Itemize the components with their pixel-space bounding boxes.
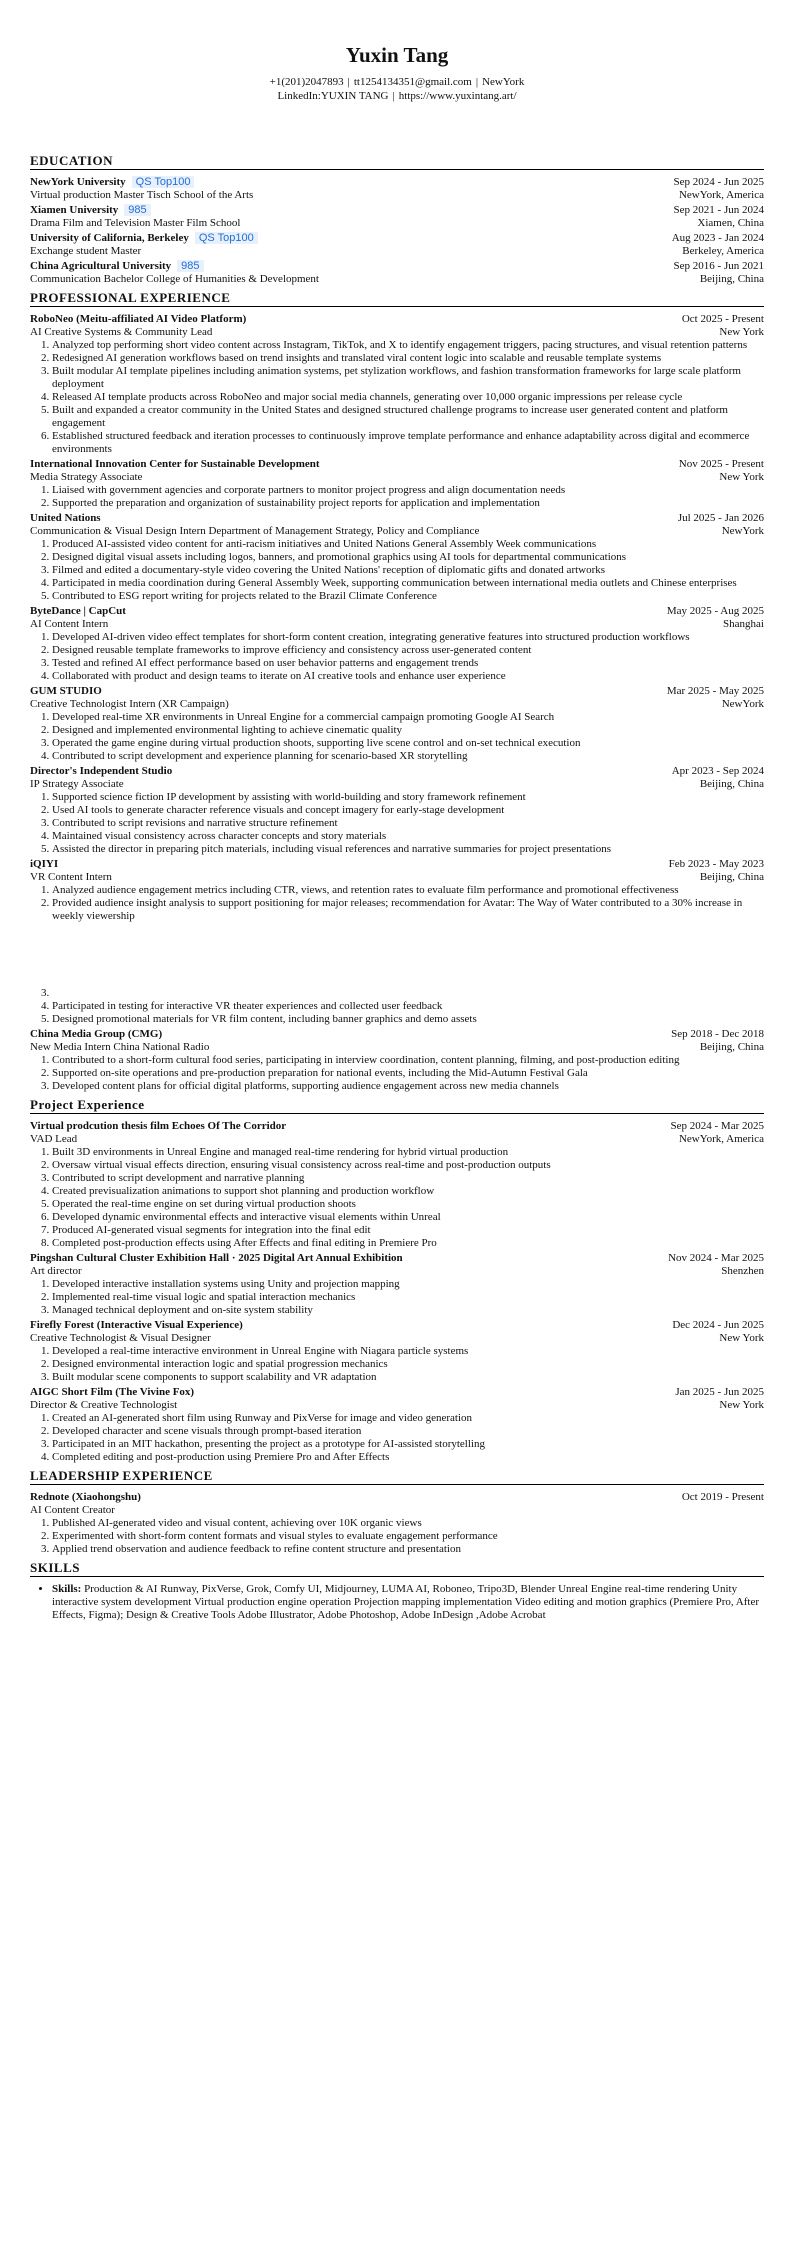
- entry-subheader: [30, 1133, 764, 1146]
- school-line: [30, 204, 151, 217]
- bullet-item: 3. Managed technical deployment and on-site system stability: [52, 1304, 764, 1317]
- entry-dates: Sep 2024 - Mar 2025: [670, 1120, 764, 1133]
- program: Communication Bachelor College of Humanities & Development: [30, 273, 319, 286]
- entry-header: [30, 1491, 764, 1504]
- education-entry: [30, 176, 764, 202]
- entry-header: [30, 1386, 764, 1399]
- entry-header: [30, 313, 764, 326]
- education-place: Berkeley, America: [682, 245, 764, 258]
- education-row: [30, 260, 764, 273]
- education-section: [30, 153, 764, 286]
- role-title: AI Content Creator: [30, 1504, 115, 1517]
- education-place: Xiamen, China: [697, 217, 764, 230]
- organization-name: AIGC Short Film (The Vivine Fox): [30, 1386, 195, 1399]
- bullet-item: 1. Developed interactive installation systems using Unity and projection mapping: [52, 1278, 764, 1291]
- school-line: [30, 176, 194, 189]
- bullet-item: 1. Developed real-time XR environments in Unreal Engine for a commercial campaign promoting Google AI Search: [52, 711, 764, 724]
- bullet-list: [30, 1517, 764, 1556]
- entry-dates: Sep 2018 - Dec 2018: [671, 1028, 764, 1041]
- entry-place: Shanghai: [723, 618, 764, 631]
- education-row: [30, 273, 764, 286]
- entry-subheader: [30, 698, 764, 711]
- section-title: PROFESSIONAL EXPERIENCE: [30, 290, 764, 307]
- entry-subheader: [30, 871, 764, 884]
- bullet-item: 2. Used AI tools to generate character reference visuals and concept imagery for early-stage development: [52, 804, 764, 817]
- entry-header: [30, 1120, 764, 1133]
- bullet-item: 2. Designed reusable template frameworks to improve efficiency and consistency across user-generated content: [52, 644, 764, 657]
- bullet-item: 3. Applied trend observation and audience feedback to refine content structure and presentation: [52, 1543, 764, 1556]
- bullet-item: 2. Designed and implemented environmental lighting to achieve cinematic quality: [52, 724, 764, 737]
- program: Exchange student Master: [30, 245, 142, 258]
- bullet-list: [30, 1412, 764, 1464]
- education-place: NewYork, America: [678, 189, 764, 202]
- projects-section: [30, 1097, 764, 1464]
- experience-entry: [30, 1386, 764, 1464]
- entry-header: [30, 458, 764, 471]
- entry-subheader: [30, 1041, 764, 1054]
- organization-name: International Innovation Center for Sustainable Development: [30, 458, 320, 471]
- section-title: LEADERSHIP EXPERIENCE: [30, 1468, 764, 1485]
- experience-entry: [30, 1252, 764, 1317]
- education-dates: Sep 2021 - Jun 2024: [673, 204, 764, 217]
- links-line: LinkedIn:YUXIN TANG | https://www.yuxintang.art/: [277, 90, 517, 103]
- organization-name: ByteDance | CapCut: [30, 605, 126, 618]
- education-row: [30, 176, 764, 189]
- bullet-list: [30, 631, 764, 683]
- bullet-list: [30, 711, 764, 763]
- entry-subheader: [30, 326, 764, 339]
- education-entry: [30, 232, 764, 258]
- bullet-item: 1. Developed a real-time interactive environment in Unreal Engine with Niagara particle systems: [52, 1345, 764, 1358]
- entry-place: NewYork: [721, 698, 764, 711]
- experience-entry: [30, 765, 764, 856]
- education-row: [30, 204, 764, 217]
- bullet-item: 5. Contributed to ESG report writing for projects related to the Brazil Climate Conference: [52, 590, 764, 603]
- bullet-item: 4. Completed editing and post-production using Premiere Pro and After Effects: [52, 1451, 764, 1464]
- education-place: Beijing, China: [699, 273, 764, 286]
- role-title: Communication & Visual Design Intern Department of Management Strategy, Policy and Compliance: [30, 525, 480, 538]
- bullet-item: 2. Oversaw virtual visual effects direction, ensuring visual consistency across real-time and post-production outputs: [52, 1159, 764, 1172]
- entry-dates: Nov 2025 - Present: [678, 458, 764, 471]
- school-name: NewYork University: [30, 176, 126, 189]
- bullet-item: 2. Redesigned AI generation workflows based on trend insights and translated viral content logic into scalable and reusable template systems: [52, 352, 764, 365]
- school-line: [30, 260, 204, 273]
- ranking-badge: 985: [177, 260, 203, 272]
- education-dates: Aug 2023 - Jan 2024: [671, 232, 764, 245]
- bullet-item: 5. Operated the real-time engine on set during virtual production shoots: [52, 1198, 764, 1211]
- bullet-item: 3. Built modular scene components to support scalability and VR adaptation: [52, 1371, 764, 1384]
- bullet-item: 3. Developed content plans for official digital platforms, supporting audience engagement across new media channels: [52, 1080, 764, 1093]
- bullet-item: 3. Built modular AI template pipelines including animation systems, pet stylization workflows, and fashion transformation frameworks for large scale platform deployment: [52, 365, 764, 391]
- resume-header: [30, 44, 764, 103]
- bullet-item: 8. Completed post-production effects using After Effects and final editing in Premiere Pro: [52, 1237, 764, 1250]
- entry-subheader: [30, 778, 764, 791]
- entry-header: [30, 605, 764, 618]
- experience-entry: [30, 1120, 764, 1250]
- bullet-item: 1. Contributed to a short-form cultural food series, participating in interview coordination, content planning, filming, and post-production editing: [52, 1054, 764, 1067]
- entry-header: [30, 1252, 764, 1265]
- organization-name: Rednote (Xiaohongshu): [30, 1491, 141, 1504]
- entry-place: Beijing, China: [699, 871, 764, 884]
- bullet-item: 5. Assisted the director in preparing pitch materials, including visual references and narrative summaries for project presentations: [52, 843, 764, 856]
- education-row: [30, 245, 764, 258]
- role-title: VAD Lead: [30, 1133, 78, 1146]
- bullet-item: 4. Collaborated with product and design teams to iterate on AI creative tools and enhance user experience: [52, 670, 764, 683]
- bullet-item: 4. Contributed to script development and experience planning for scenario-based XR storytelling: [52, 750, 764, 763]
- experience-entry: [30, 1028, 764, 1093]
- education-entry: [30, 204, 764, 230]
- skills-item: [52, 1583, 764, 1622]
- bullet-item: 1. Built 3D environments in Unreal Engine and managed real-time rendering for hybrid virtual production: [52, 1146, 764, 1159]
- bullet-item: 3. Participated in an MIT hackathon, presenting the project as a prototype for AI-assisted storytelling: [52, 1438, 764, 1451]
- bullet-list: [30, 1278, 764, 1317]
- entry-dates: Oct 2019 - Present: [681, 1491, 764, 1504]
- skills-list: [30, 1583, 764, 1622]
- leadership-section: [30, 1468, 764, 1556]
- role-title: VR Content Intern: [30, 871, 112, 884]
- organization-name: China Media Group (CMG): [30, 1028, 163, 1041]
- entry-place: Beijing, China: [699, 778, 764, 791]
- phone: +1(201)2047893: [269, 76, 344, 89]
- bullet-list: [30, 987, 764, 1026]
- bullet-list: [30, 1146, 764, 1250]
- role-title: AI Content Intern: [30, 618, 109, 631]
- entry-header: [30, 1028, 764, 1041]
- contact-line: +1(201)2047893 | tt1254134351@gmail.com | NewYork: [269, 76, 525, 89]
- education-entry: [30, 260, 764, 286]
- location: NewYork: [482, 76, 525, 89]
- bullet-item: 6. Developed dynamic environmental effects and interactive visual elements within Unreal: [52, 1211, 764, 1224]
- ranking-badge: 985: [124, 204, 150, 216]
- role-title: AI Creative Systems & Community Lead: [30, 326, 213, 339]
- experience-entry: [30, 1319, 764, 1384]
- bullet-item: 1. Liaised with government agencies and corporate partners to monitor project progress and align documentation needs: [52, 484, 764, 497]
- bullet-item: 2. Supported the preparation and organization of sustainability project reports for application and implementation: [52, 497, 764, 510]
- bullet-item: 3. Contributed to script revisions and narrative structure refinement: [52, 817, 764, 830]
- ranking-badge: QS Top100: [132, 176, 195, 188]
- bullet-item: 1. Created an AI-generated short film using Runway and PixVerse for image and video generation: [52, 1412, 764, 1425]
- bullet-list: [30, 484, 764, 510]
- program: Drama Film and Television Master Film School: [30, 217, 241, 230]
- entry-dates: Oct 2025 - Present: [681, 313, 764, 326]
- bullet-item: 4. Released AI template products across RoboNeo and major social media channels, generating over 10,000 organic impressions per release cycle: [52, 391, 764, 404]
- bullet-item: 4. Created previsualization animations to support shot planning and production workflow: [52, 1185, 764, 1198]
- entry-subheader: [30, 471, 764, 484]
- education-row: [30, 217, 764, 230]
- entry-header: [30, 765, 764, 778]
- organization-name: RoboNeo (Meitu-affiliated AI Video Platform): [30, 313, 247, 326]
- entry-dates: Feb 2023 - May 2023: [668, 858, 764, 871]
- entry-subheader: [30, 1332, 764, 1345]
- school-name: Xiamen University: [30, 204, 119, 217]
- entry-header: [30, 685, 764, 698]
- bullet-item: 3. Operated the game engine during virtual production shoots, supporting live scene control and on-set technical execution: [52, 737, 764, 750]
- bullet-item: 1. Analyzed audience engagement metrics including CTR, views, and retention rates to evaluate film performance and promotional effectiveness: [52, 884, 764, 897]
- school-line: [30, 232, 258, 245]
- experience-entry: [30, 458, 764, 510]
- role-title: Art director: [30, 1265, 82, 1278]
- entry-header: [30, 1319, 764, 1332]
- experience-entry: [30, 858, 764, 1026]
- experience-entry: [30, 605, 764, 683]
- bullet-list: [30, 1345, 764, 1384]
- bullet-item: 2. Designed environmental interaction logic and spatial progression mechanics: [52, 1358, 764, 1371]
- bullet-list: [30, 791, 764, 856]
- role-title: Media Strategy Associate: [30, 471, 143, 484]
- entry-header: [30, 858, 764, 871]
- experience-entry: [30, 685, 764, 763]
- bullet-item: 1. Produced AI-assisted video content for anti-racism initiatives and United Nations General Assembly Week communications: [52, 538, 764, 551]
- bullet-item: 2. Developed character and scene visuals through prompt-based iteration: [52, 1425, 764, 1438]
- entry-place: New York: [719, 1399, 764, 1412]
- website-link[interactable]: https://www.yuxintang.art/: [398, 90, 517, 103]
- bullet-item: 3. Contributed to script development and narrative planning: [52, 1172, 764, 1185]
- bullet-item: 2. Implemented real-time visual logic and spatial interaction mechanics: [52, 1291, 764, 1304]
- entry-dates: Apr 2023 - Sep 2024: [671, 765, 764, 778]
- entry-place: New York: [719, 326, 764, 339]
- skills-section: [30, 1560, 764, 1622]
- education-row: [30, 232, 764, 245]
- entry-place: New York: [719, 471, 764, 484]
- bullet-item: 3. Filmed and edited a documentary-style video covering the United Nations' reception of diplomatic gifts and donated artworks: [52, 564, 764, 577]
- section-title: Project Experience: [30, 1097, 764, 1114]
- experience-section: [30, 290, 764, 1093]
- role-title: IP Strategy Associate: [30, 778, 124, 791]
- education-dates: Sep 2016 - Jun 2021: [673, 260, 764, 273]
- role-title: Creative Technologist & Visual Designer: [30, 1332, 211, 1345]
- bullet-list: [30, 884, 764, 923]
- entry-dates: Mar 2025 - May 2025: [666, 685, 764, 698]
- section-title: SKILLS: [30, 1560, 764, 1577]
- bullet-item: 3. Tested and refined AI effect performance based on user behavior patterns and engagement trends: [52, 657, 764, 670]
- skills-text: Production & AI Runway, PixVerse, Grok, Comfy UI, Midjourney, LUMA AI, Roboneo, Tripo3D, Blender Unreal Engine real-time rendering Unity interactive system development Virtual production engine operation Projection mapping implementation Video editing and motion graphics (Premiere Pro, After Effects, Figma); Design & Creative Tools Adobe Illustrator, Adobe Photoshop, Adobe InDesign ,Adobe Acrobat: [52, 1583, 759, 1622]
- organization-name: Virtual prodcution thesis film Echoes Of The Corridor: [30, 1120, 287, 1133]
- bullet-item: 4. Participated in testing for interactive VR theater experiences and collected user feedback: [52, 1000, 764, 1013]
- role-title: Creative Technologist Intern (XR Campaign): [30, 698, 229, 711]
- entry-subheader: [30, 525, 764, 538]
- linkedin-link[interactable]: LinkedIn:YUXIN TANG: [277, 90, 389, 103]
- bullet-item: [52, 987, 764, 1000]
- entry-subheader: [30, 1265, 764, 1278]
- organization-name: GUM STUDIO: [30, 685, 102, 698]
- organization-name: United Nations: [30, 512, 101, 525]
- bullet-item: 2. Designed digital visual assets including logos, banners, and promotional graphics using AI tools for departmental communications: [52, 551, 764, 564]
- role-title: New Media Intern China National Radio: [30, 1041, 210, 1054]
- entry-dates: Jul 2025 - Jan 2026: [677, 512, 764, 525]
- bullet-item: 4. Participated in media coordination during General Assembly Week, supporting communication between international media outlets and Chinese enterprises: [52, 577, 764, 590]
- entry-place: Beijing, China: [699, 1041, 764, 1054]
- bullet-item: 1. Analyzed top performing short video content across Instagram, TikTok, and X to identify engagement triggers, pacing structures, and visual retention patterns: [52, 339, 764, 352]
- school-name: China Agricultural University: [30, 260, 172, 273]
- bullet-item: 4. Maintained visual consistency across character concepts and story materials: [52, 830, 764, 843]
- organization-name: Director's Independent Studio: [30, 765, 173, 778]
- bullet-item: 5. Built and expanded a creator community in the United States and designed structured challenge programs to increase user generated content and platform engagement: [52, 404, 764, 430]
- candidate-name: Yuxin Tang: [345, 43, 449, 67]
- organization-name: Pingshan Cultural Cluster Exhibition Hall · 2025 Digital Art Annual Exhibition: [30, 1252, 403, 1265]
- entry-place: NewYork: [721, 525, 764, 538]
- entry-dates: Nov 2024 - Mar 2025: [668, 1252, 764, 1265]
- entry-subheader: [30, 1504, 764, 1517]
- experience-entry: [30, 512, 764, 603]
- skills-label: Skills:: [52, 1583, 82, 1596]
- bullet-list: [30, 1054, 764, 1093]
- education-dates: Sep 2024 - Jun 2025: [673, 176, 764, 189]
- entry-dates: Dec 2024 - Jun 2025: [672, 1319, 764, 1332]
- entry-place: New York: [719, 1332, 764, 1345]
- bullet-item: 2. Experimented with short-form content formats and visual styles to evaluate engagement performance: [52, 1530, 764, 1543]
- bullet-item: 5. Designed promotional materials for VR film content, including banner graphics and demo assets: [52, 1013, 764, 1026]
- section-title: EDUCATION: [30, 153, 764, 170]
- entry-dates: May 2025 - Aug 2025: [666, 605, 764, 618]
- organization-name: iQIYI: [30, 858, 59, 871]
- experience-entry: [30, 313, 764, 456]
- entry-place: Shenzhen: [721, 1265, 764, 1278]
- ranking-badge: QS Top100: [195, 232, 258, 244]
- experience-entry: [30, 1491, 764, 1556]
- bullet-item: 1. Supported science fiction IP development by assisting with world-building and story framework refinement: [52, 791, 764, 804]
- bullet-item: 2. Provided audience insight analysis to support positioning for major releases; recommendation for Avatar: The Way of Water contributed to a 30% increase in weekly viewership: [52, 897, 764, 923]
- entry-subheader: [30, 618, 764, 631]
- entry-subheader: [30, 1399, 764, 1412]
- bullet-item: 1. Published AI-generated video and visual content, achieving over 10K organic views: [52, 1517, 764, 1530]
- page-gap: [30, 923, 764, 987]
- entry-header: [30, 512, 764, 525]
- bullet-item: 6. Established structured feedback and iteration processes to continuously improve template performance and enhance adaptability across digital and ecommerce environments: [52, 430, 764, 456]
- entry-place: NewYork, America: [678, 1133, 764, 1146]
- bullet-item: 7. Produced AI-generated visual segments for integration into the final edit: [52, 1224, 764, 1237]
- role-title: Director & Creative Technologist: [30, 1399, 178, 1412]
- entry-dates: Jan 2025 - Jun 2025: [675, 1386, 764, 1399]
- email-link[interactable]: tt1254134351@gmail.com: [353, 76, 472, 89]
- bullet-item: 1. Developed AI-driven video effect templates for short-form content creation, integrating generative features into structured production workflows: [52, 631, 764, 644]
- organization-name: Firefly Forest (Interactive Visual Experience): [30, 1319, 243, 1332]
- bullet-list: [30, 339, 764, 456]
- program: Virtual production Master Tisch School of the Arts: [30, 189, 254, 202]
- school-name: University of California, Berkeley: [30, 232, 189, 245]
- education-row: [30, 189, 764, 202]
- bullet-list: [30, 538, 764, 603]
- bullet-item: 2. Supported on-site operations and pre-production preparation for national events, including the Mid-Autumn Festival Gala: [52, 1067, 764, 1080]
